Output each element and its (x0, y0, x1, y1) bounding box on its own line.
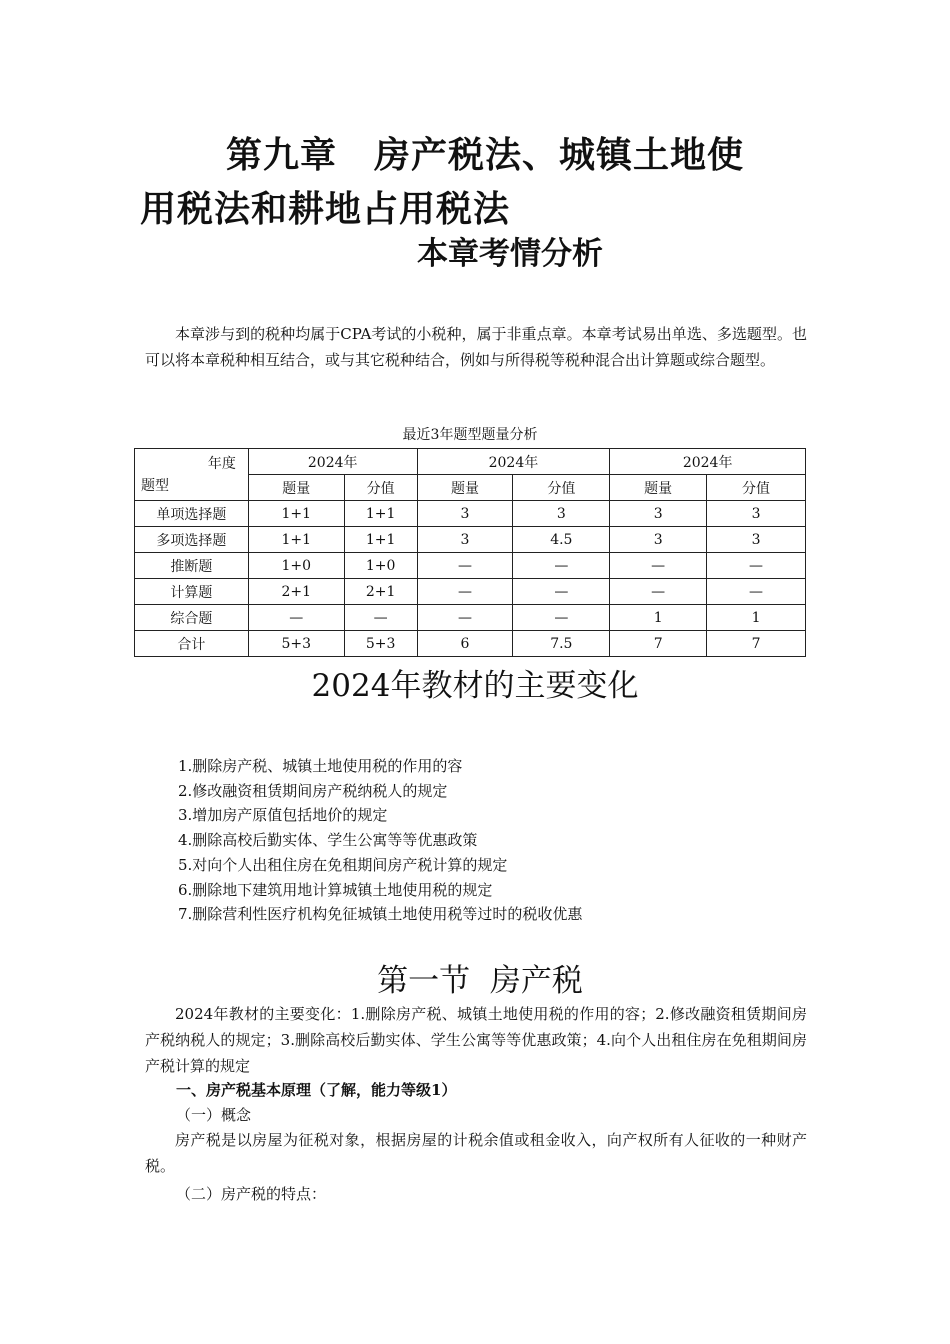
subheader-cell: 题量 (248, 475, 344, 501)
corner-type-label: 题型 (141, 477, 169, 494)
table-caption: 最近3年题型题量分析 (402, 427, 538, 443)
corner-year-label: 年度 (207, 455, 236, 472)
table-cell: 2+1 (344, 579, 417, 605)
subheader-cell: 分值 (513, 475, 610, 501)
features-heading: （二）房产税的特点： (176, 1185, 327, 1203)
row-type-cell: 单项选择题 (135, 501, 249, 527)
table-cell: 5+3 (344, 631, 417, 657)
table-cell: 3 (610, 527, 707, 553)
row-type-cell: 推断题 (135, 553, 249, 579)
changes-title: 2024年教材的主要变化 (311, 668, 639, 704)
table-cell: — (707, 553, 806, 579)
table-corner-cell (135, 449, 249, 501)
list-item: 5.对向个人出租住房在免租期间房产税计算的规定 (178, 855, 508, 874)
subheader-cell: 分值 (344, 475, 417, 501)
table-cell: 7.5 (513, 631, 610, 657)
table-cell: 3 (610, 501, 707, 527)
table-cell: 6 (417, 631, 513, 657)
table-cell: — (417, 553, 513, 579)
chapter-title-line1: 第九章 房产税法、城镇土地使 (226, 134, 745, 176)
list-item: 1.删除房产税、城镇土地使用税的作用的容 (178, 757, 463, 775)
table-cell: 1 (707, 605, 806, 631)
year-header: 2024年 (248, 449, 417, 475)
table-cell: 1+1 (248, 527, 344, 553)
row-type-cell: 综合题 (135, 605, 249, 631)
table-cell: 1+1 (344, 527, 417, 553)
table-cell: 2+1 (248, 579, 344, 605)
list-item: 6.删除地下建筑用地计算城镇土地使用税的规定 (178, 880, 493, 899)
chapter-title (140, 128, 820, 236)
table-header-row (135, 449, 806, 475)
table-row (135, 631, 806, 657)
table-cell: 3 (513, 501, 610, 527)
section-title (0, 955, 950, 1000)
table-cell: 1+0 (248, 553, 344, 579)
table-cell: — (610, 579, 707, 605)
changes-list (178, 754, 582, 927)
intro-paragraph: 本章涉与到的税种均属于CPA考试的小税种，属于非重点章。本章考试易出单选、多选题型。也可以将本章税种相互结合，或与其它税种结合，例如与所得税等税种混合出计算题或综合题型。 (145, 325, 807, 369)
question-stats-table (134, 448, 806, 657)
table-cell: 1 (610, 605, 707, 631)
table-cell: 4.5 (513, 527, 610, 553)
table-cell: 7 (707, 631, 806, 657)
table-row (135, 605, 806, 631)
year-header: 2024年 (417, 449, 610, 475)
concept-paragraph: 房产税是以房屋为征税对象，根据房屋的计税余值或租金收入，向产权所有人征收的一种财产税。 (145, 1131, 807, 1175)
section-intro-paragraph: 2024年教材的主要变化：1.删除房产税、城镇土地使用税的作用的容；2.修改融资租赁期间房产税纳税人的规定；3.删除高校后勤实体、学生公寓等等优惠政策；4.向个人出租住房在免租期间房产税计算的规定 (145, 1005, 807, 1075)
list-item: 7.删除营利性医疗机构免征城镇土地使用税等过时的税收优惠 (178, 905, 583, 924)
table-row (135, 527, 806, 553)
table-cell: — (610, 553, 707, 579)
year-header: 2024年 (610, 449, 806, 475)
table-cell: 7 (610, 631, 707, 657)
subheader-cell: 题量 (610, 475, 707, 501)
table-cell: — (248, 605, 344, 631)
section-title-text: 第一节 房产税 (377, 963, 583, 999)
row-type-cell: 合计 (135, 631, 249, 657)
table-row (135, 553, 806, 579)
analysis-heading: 本章考情分析 (417, 236, 603, 272)
chapter-title-line2: 用税法和耕地占用税法 (140, 188, 511, 230)
list-item: 3.增加房产原值包括地价的规定 (178, 806, 388, 825)
table-cell: 1+1 (344, 501, 417, 527)
subheader-cell: 题量 (417, 475, 513, 501)
table-cell: — (707, 579, 806, 605)
table-cell: 5+3 (248, 631, 344, 657)
table-cell: 3 (707, 501, 806, 527)
concept-heading: （一）概念 (176, 1106, 252, 1124)
table-cell: 3 (417, 527, 513, 553)
table-cell: — (417, 579, 513, 605)
table-cell: — (417, 605, 513, 631)
table-cell: 1+0 (344, 553, 417, 579)
table-cell: 1+1 (248, 501, 344, 527)
table-row (135, 501, 806, 527)
subheader-cell: 分值 (707, 475, 806, 501)
table-cell: 3 (417, 501, 513, 527)
row-type-cell: 多项选择题 (135, 527, 249, 553)
row-type-cell: 计算题 (135, 579, 249, 605)
subsection-heading: 一、房产税基本原理（了解，能力等级1） (176, 1081, 457, 1099)
list-item: 4.删除高校后勤实体、学生公寓等等优惠政策 (178, 831, 478, 850)
table-cell: — (513, 605, 610, 631)
table-cell: 3 (707, 527, 806, 553)
table-cell: — (344, 605, 417, 631)
table-row (135, 579, 806, 605)
table-cell: — (513, 579, 610, 605)
table-cell: — (513, 553, 610, 579)
list-item: 2.修改融资租赁期间房产税纳税人的规定 (178, 781, 448, 800)
